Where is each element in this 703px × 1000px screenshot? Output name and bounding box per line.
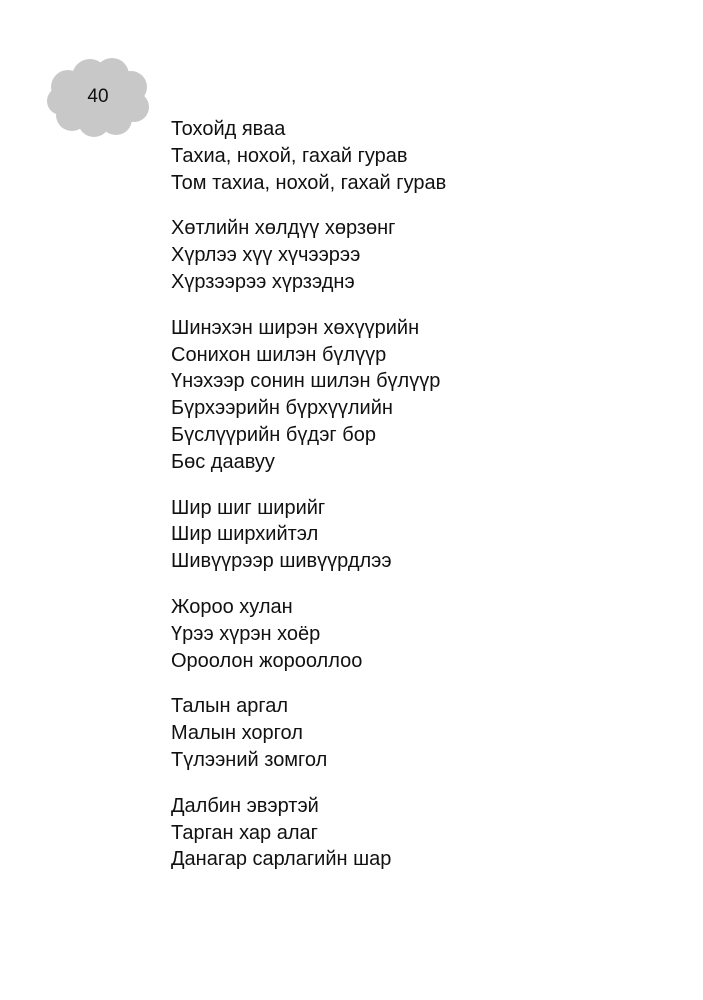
poem-line: Бүслүүрийн бүдэг бор — [171, 423, 376, 446]
stanza — [171, 315, 671, 476]
poem-line: Далбин эвэртэй — [171, 794, 319, 817]
poem-line: Шир шиг ширийг — [171, 496, 326, 519]
poem-text — [171, 116, 671, 892]
poem-line: Сонихон шилэн бүлүүр — [171, 343, 387, 366]
poem-line: Тарган хар алаг — [171, 821, 318, 844]
poem-line: Шинэхэн ширэн хөхүүрийн — [171, 316, 420, 339]
poem-line: Шир ширхийтэл — [171, 523, 319, 546]
page-number-badge — [44, 55, 152, 139]
poem-line: Хүрзээрээ хүрзэднэ — [171, 270, 355, 293]
stanza — [171, 495, 671, 575]
poem-line: Үрээ хүрэн хоёр — [171, 622, 321, 645]
poem-line: Шивүүрээр шивүүрдлээ — [171, 550, 392, 573]
poem-line: Малын хоргол — [171, 722, 303, 745]
stanza — [171, 594, 671, 674]
poem-line: Бүрхээрийн бүрхүүлийн — [171, 397, 393, 420]
stanza — [171, 116, 671, 196]
poem-line: Тахиа, нохой, гахай гурав — [171, 144, 408, 167]
stanza — [171, 215, 671, 295]
poem-line: Том тахиа, нохой, гахай гурав — [171, 171, 447, 194]
poem-line: Жороо хулан — [171, 595, 293, 618]
poem-line: Бөс даавуу — [171, 450, 275, 473]
poem-line: Хүрлээ хүү хүчээрээ — [171, 244, 361, 267]
poem-line: Талын аргал — [171, 695, 288, 718]
poem-line: Үнэхээр сонин шилэн бүлүүр — [171, 370, 441, 393]
stanza — [171, 793, 671, 873]
poem-line: Ороолон жорооллоо — [171, 649, 363, 672]
poem-line: Хөтлийн хөлдүү хөрзөнг — [171, 217, 396, 240]
page-number: 40 — [87, 86, 109, 107]
poem-line: Данагар сарлагийн шар — [171, 848, 392, 871]
poem-line: Түлээний зомгол — [171, 748, 328, 771]
poem-line: Тохойд яваа — [171, 118, 286, 140]
stanza — [171, 693, 671, 773]
